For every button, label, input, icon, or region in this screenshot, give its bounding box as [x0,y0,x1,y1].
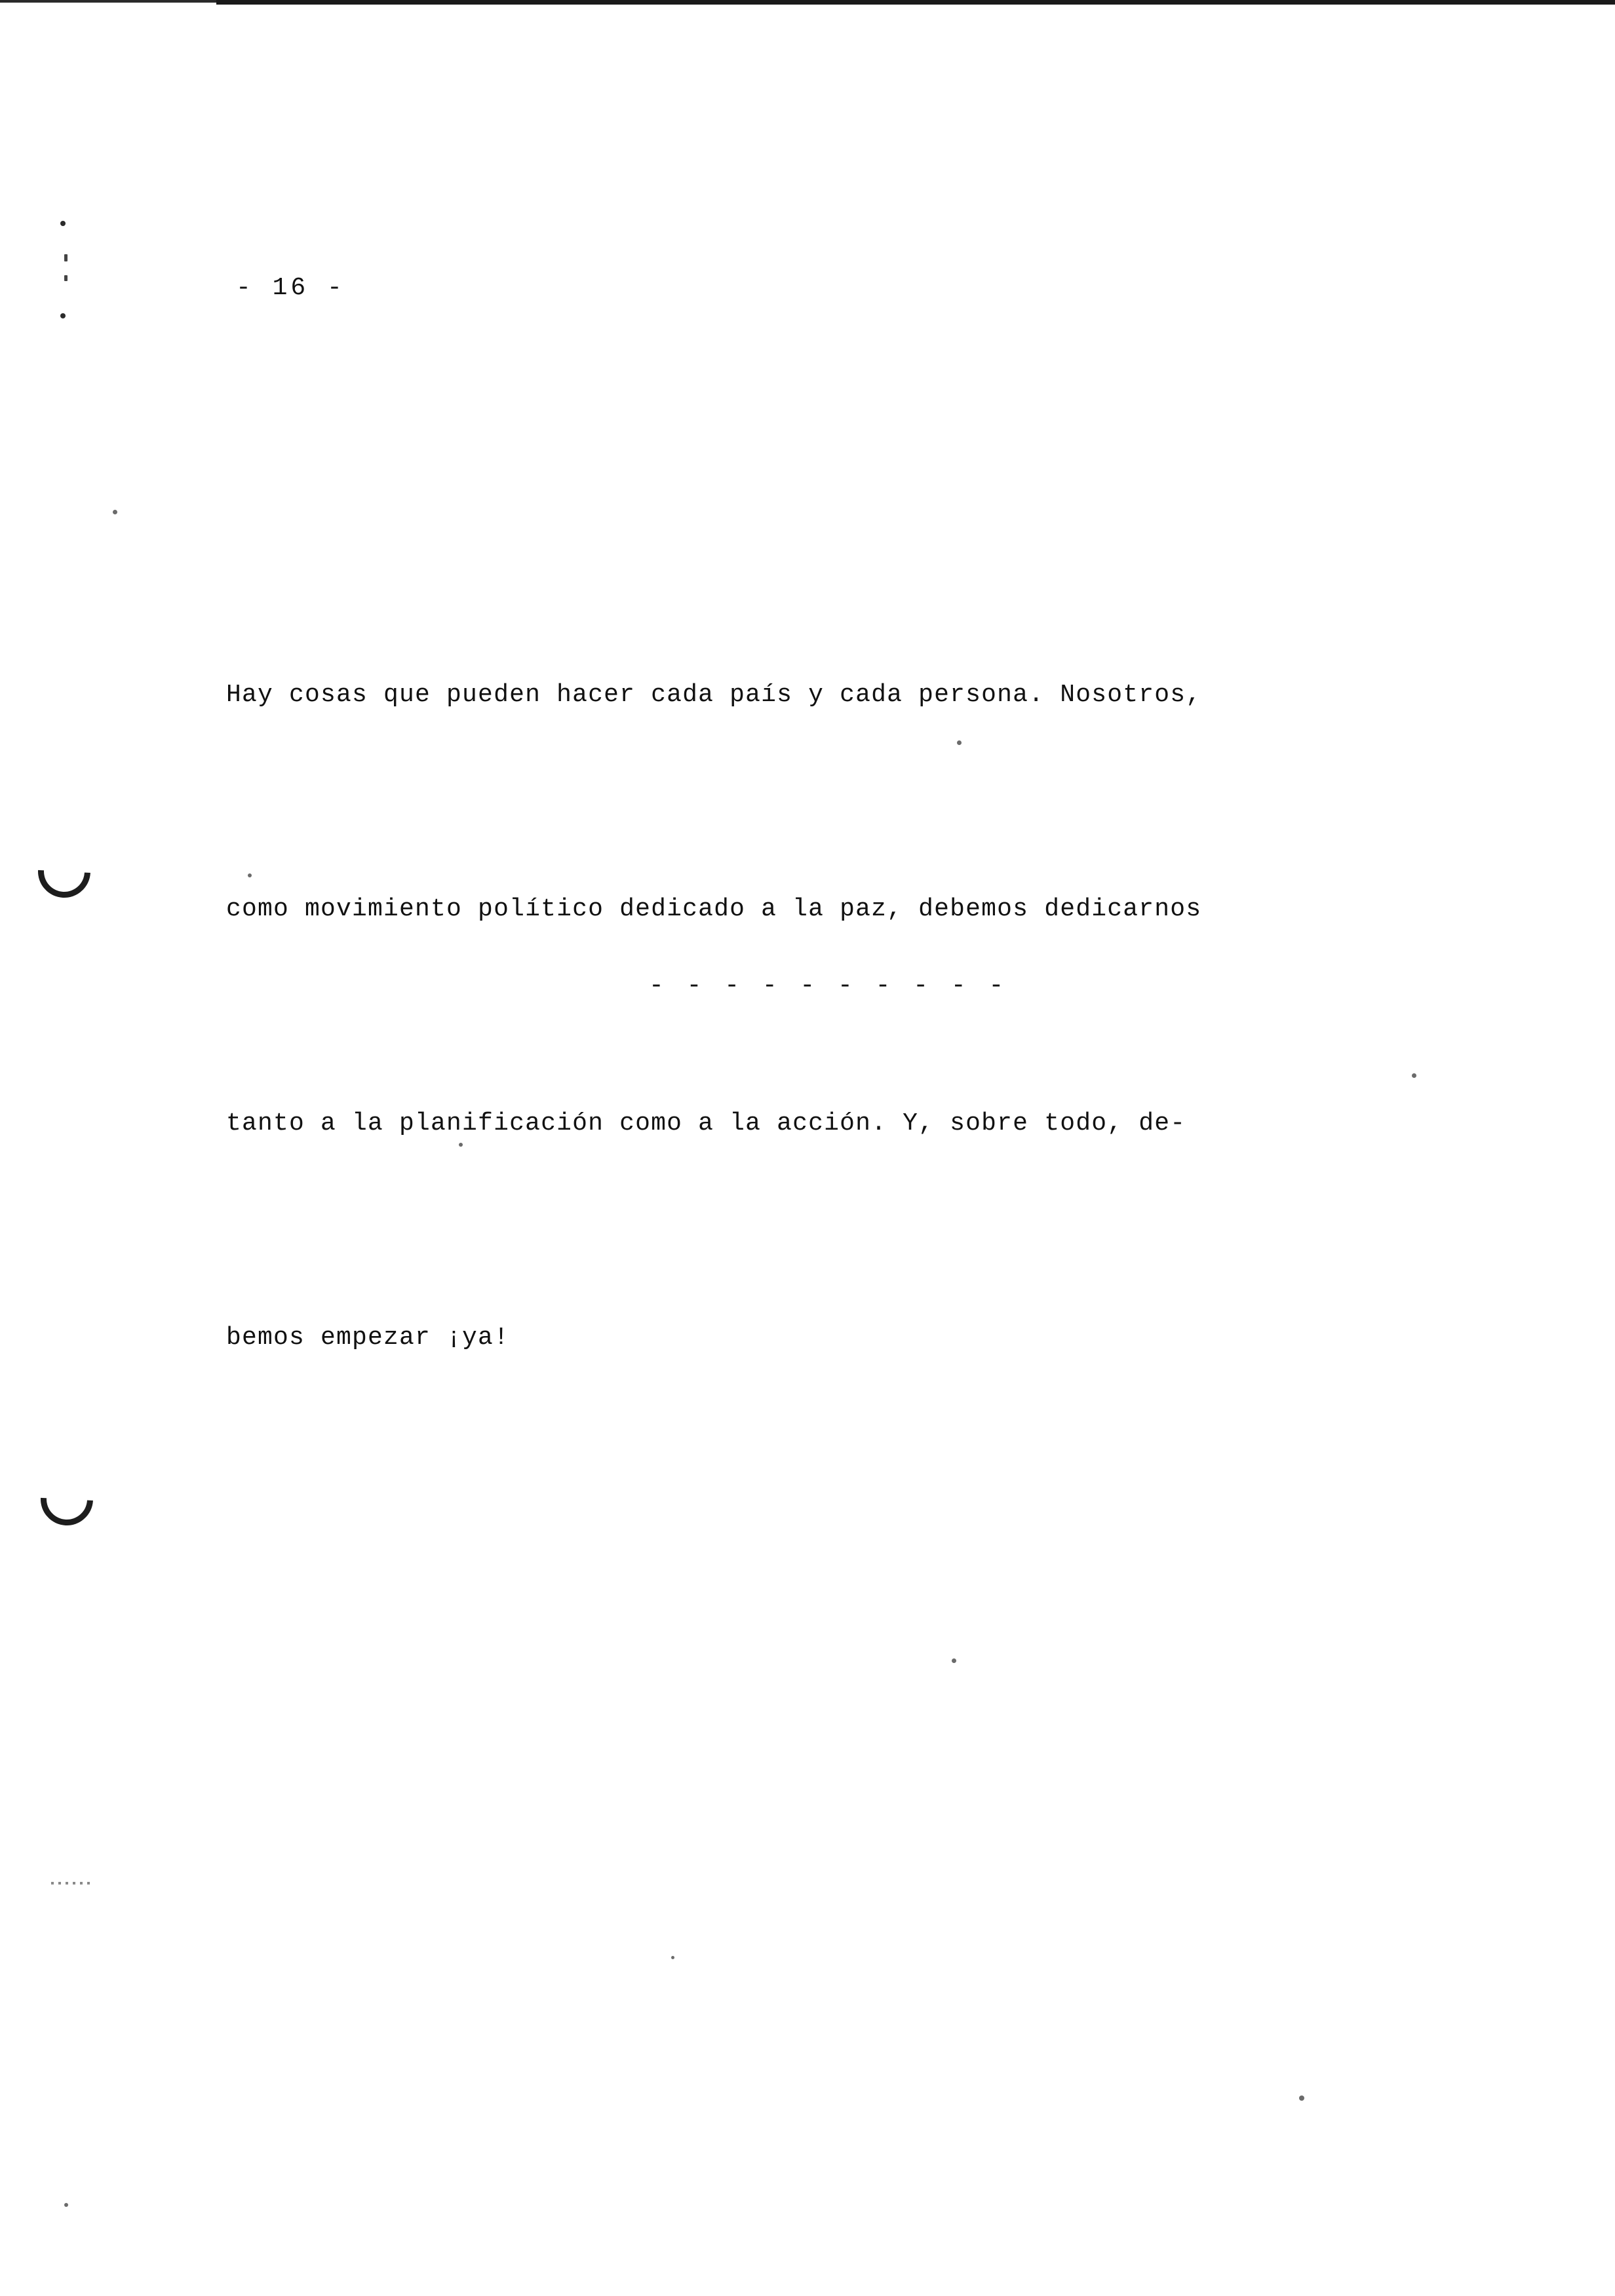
margin-speck-icon [64,275,68,281]
scan-speck-icon [248,873,252,877]
section-divider: - - - - - - - - - - [649,972,1008,1000]
hole-punch-mark-icon [28,835,102,909]
scan-streak-artifact [51,1882,92,1885]
scan-speck-icon [113,510,117,514]
paragraph-line: bemos empezar ¡ya! [226,1324,510,1352]
paragraph-line: tanto a la planificación como a la acción. Y, sobre todo, de- [226,1109,1186,1138]
scan-speck-icon [1299,2095,1304,2101]
scan-speck-icon [957,740,962,745]
paragraph-line: Hay cosas que pueden hacer cada país y cada persona. Nosotros, [226,681,1202,709]
scan-speck-icon [671,1956,674,1959]
scan-edge-artifact-left [0,0,216,3]
scan-speck-icon [459,1143,463,1147]
margin-speck-icon [60,221,66,226]
page-number: - 16 - [236,274,345,302]
margin-speck-icon [60,313,66,318]
scan-speck-icon [1412,1073,1416,1078]
hole-punch-mark-icon [30,1463,104,1537]
scan-speck-icon [952,1658,956,1663]
scan-speck-icon [64,2203,68,2207]
scan-edge-artifact [216,0,1615,5]
paragraph-line: como movimiento político dedicado a la paz, debemos dedicarnos [226,895,1202,923]
margin-speck-icon [64,254,68,261]
